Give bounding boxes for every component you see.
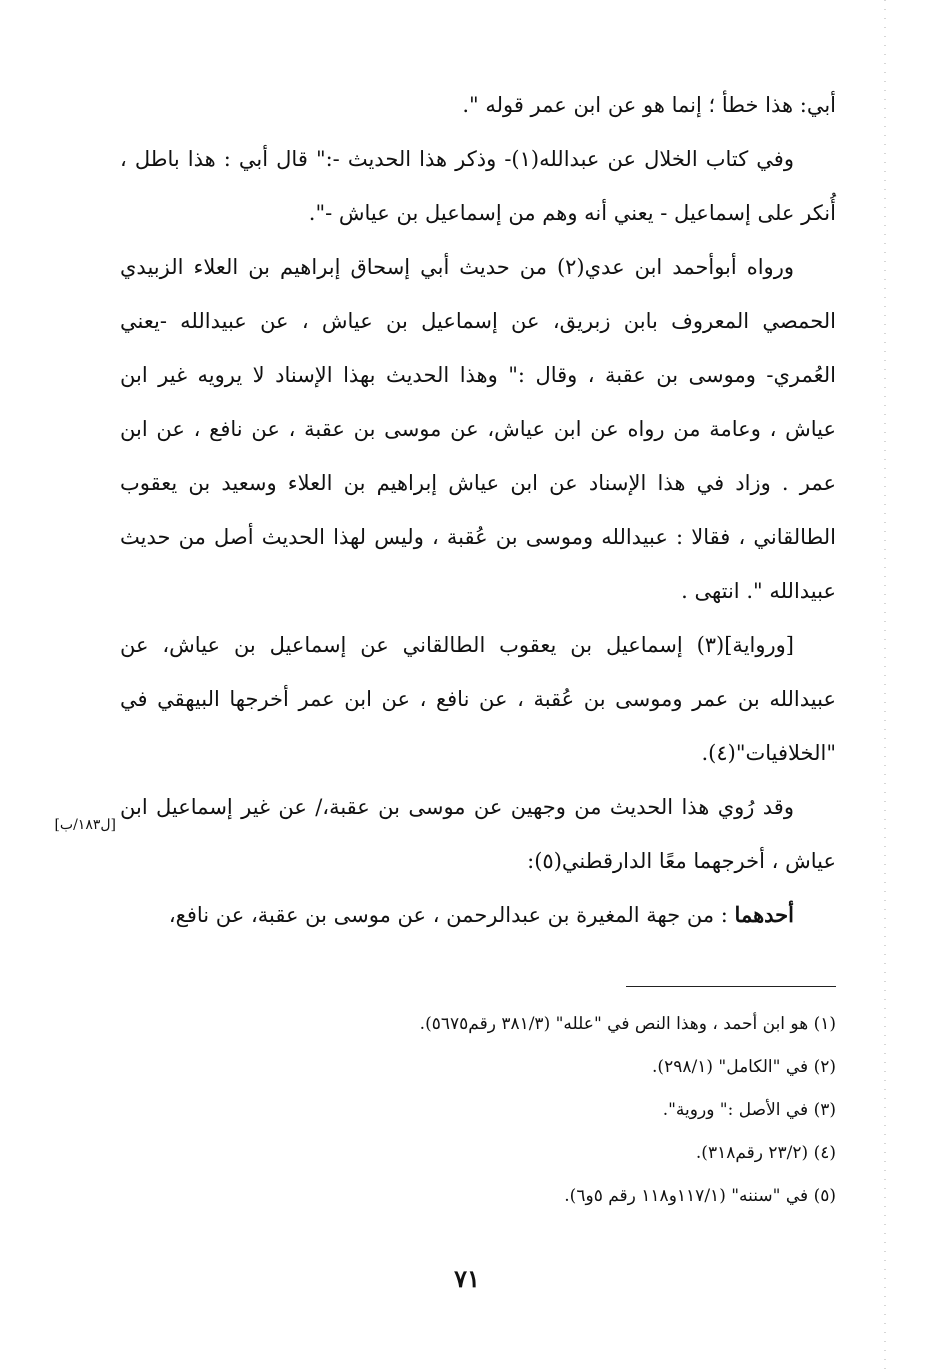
footnote-4: (٤) (٢٣/٢ رقم٣١٨). bbox=[695, 1143, 836, 1163]
paragraph-6-rest: : من جهة المغيرة بن عبدالرحمن ، عن موسى بن عقبة، عن نافع، bbox=[168, 903, 735, 927]
paragraph-1: أبي: هذا خطأ ؛ إنما هو عن ابن عمر قوله ". bbox=[462, 93, 836, 117]
footnotes bbox=[240, 1003, 836, 1218]
paragraph-5: وقد رُوي هذا الحديث من وجهين عن موسى بن عقبة،/ عن غير إسماعيل ابن عياش ، أخرجهما معًا الدارقطني(٥): bbox=[120, 795, 836, 873]
page-number: ٧١ bbox=[454, 1264, 480, 1293]
footnote-3: (٣) في الأصل :" وروية". bbox=[662, 1100, 836, 1120]
footnote-2: (٢) في "الكامل" (٢٩٨/١). bbox=[652, 1057, 836, 1077]
main-text bbox=[120, 78, 836, 942]
paragraph-6-lead: أحدهما bbox=[734, 902, 794, 927]
paragraph-4: [ورواية](٣) إسماعيل بن يعقوب الطالقاني عن إسماعيل بن عياش، عن عبيدالله بن عمر وموسى بن عُقبة ، عن نافع ، عن ابن عمر أخرجها البيهقي في "الخلافيات"(٤). bbox=[120, 633, 836, 765]
manuscript-folio-note: [ل١٨٣/ب] bbox=[54, 817, 116, 833]
scan-edge-marks bbox=[884, 0, 886, 1371]
paragraph-6 bbox=[120, 888, 836, 942]
footnote-separator bbox=[626, 986, 836, 987]
paragraph-3: ورواه أبوأحمد ابن عدي(٢) من حديث أبي إسحاق إبراهيم بن العلاء الزبيدي الحمصي المعروف بابن زبريق، عن إسماعيل بن عياش ، عن عبيدالله -يعني العُمري- وموسى بن عقبة ، وقال :" وهذا الحديث بهذا الإسناد لا يرويه غير ابن عياش ، وعامة من رواه عن ابن عياش، عن موسى بن عقبة ، عن نافع ، عن ابن عمر . وزاد في هذا الإسناد عن ابن عياش إبراهيم بن العلاء وسعيد بن يعقوب الطالقاني ، فقالا : عبيدالله وموسى بن عُقبة ، وليس لهذا الحديث أصل من حديث عبيدالله ". انتهى . bbox=[120, 255, 836, 603]
footnote-1: (١) هو ابن أحمد ، وهذا النص في "علله" (٣٨١/٣ رقم٥٦٧٥). bbox=[419, 1014, 836, 1034]
footnote-5: (٥) في "سننه" (١١٧/١و١١٨ رقم ٥و٦). bbox=[564, 1186, 836, 1206]
paragraph-2: وفي كتاب الخلال عن عبدالله(١)- وذكر هذا الحديث -:" قال أبي : هذا باطل ، أُنكر على إسماعيل - يعني أنه وهم من إسماعيل بن عياش -". bbox=[120, 147, 836, 225]
